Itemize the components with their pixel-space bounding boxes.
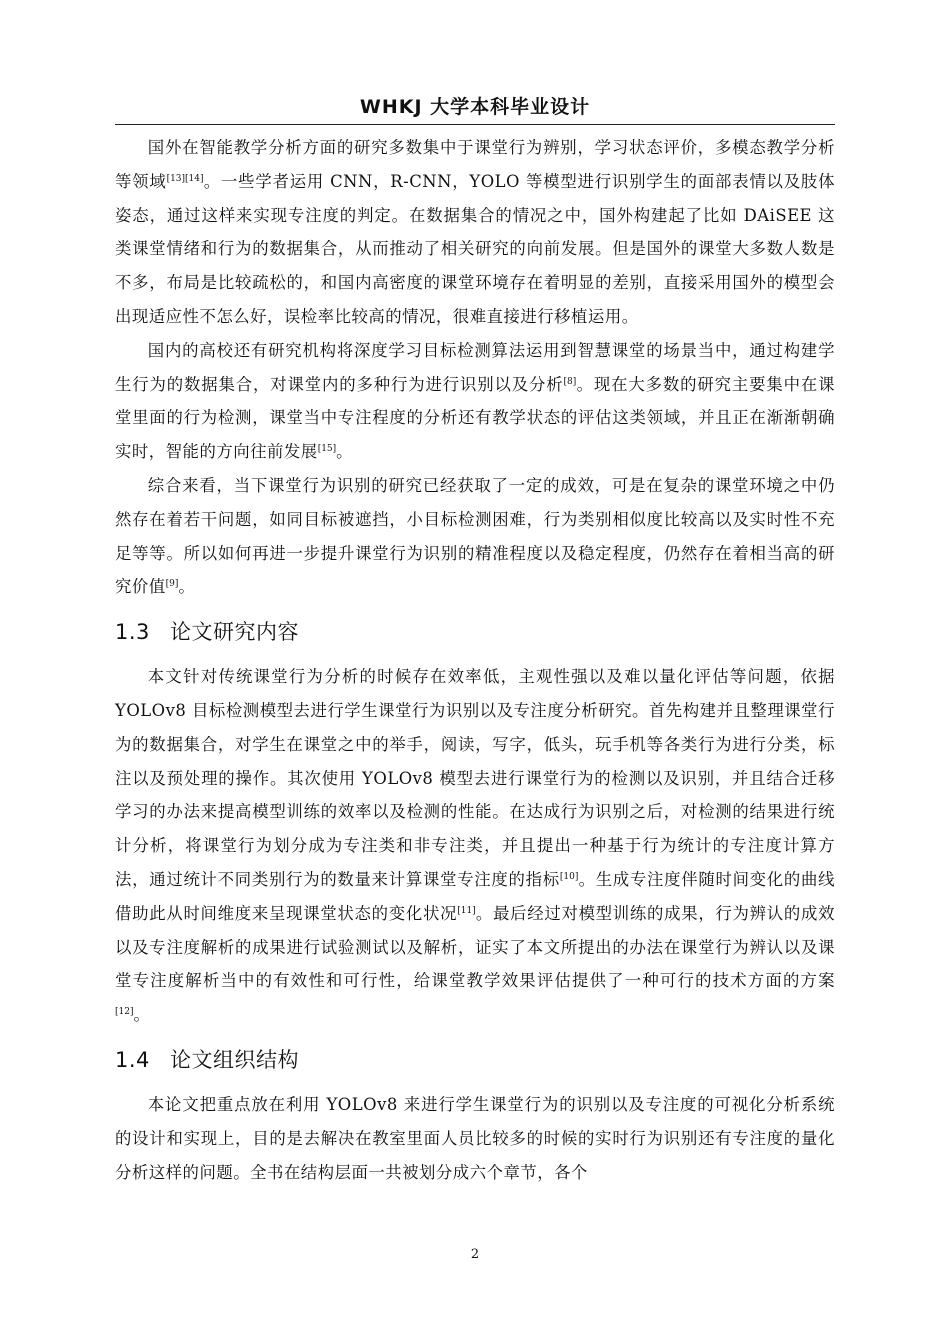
citation-ref: [8] (563, 376, 577, 387)
paragraph-text: 本文针对传统课堂行为分析的时候存在效率低，主观性强以及难以量化评估等问题，依据 YOLOv8 目标检测模型去进行学生课堂行为识别以及专注度分析研究。首先构建并且整理课堂行为的数据集合，对学生在课堂之中的举手，阅读，写字，低头，玩手机等各类行为进行分类，标注以及预处理的操作。其次使用 YOLOv8 模型去进行课堂行为的检测以及识别，并且结合迁移学习的办法来提高模型训练的效率以及检测的性能。在达成行为识别之后，对检测的结果进行统计分析，将课堂行为划分成为专注类和非专注类，并且提出一种基于行为统计的专注度计算方法，通过统计不同类别行为的数量来计算课堂专注度的指标 (115, 667, 835, 889)
paragraph-summary (115, 469, 835, 604)
citation-ref: [12] (115, 1007, 134, 1018)
section-number: 1.3 (115, 620, 150, 645)
paragraph-organization (115, 1088, 835, 1189)
paragraph-text: 。最后经过对模型训练的成果，行为辨认的成效以及专注度解析的成果进行试验测试以及解析，证实了本文所提出的办法在课堂行为辨认以及课堂专注度解析当中的有效性和可行性，给课堂教学效果评估提供了一种可行的技术方面的方案 (115, 903, 835, 991)
paragraph-text: 本论文把重点放在利用 YOLOv8 来进行学生课堂行为的识别以及专注度的可视化分析系统的设计和实现上，目的是去解决在教室里面人员比较多的时候的实时行为识别还有专注度的量化分析这样的问题。全书在结构层面一共被划分成六个章节，各个 (115, 1094, 835, 1182)
paragraph-text: 。 (133, 1005, 151, 1025)
paragraph-text: 。 (178, 577, 196, 597)
paragraph-text: 。 (336, 442, 354, 462)
page-number: 2 (470, 1247, 480, 1262)
paragraph-text: 综合来看，当下课堂行为识别的研究已经获取了一定的成效，可是在复杂的课堂环境之中仍然存在着若干问题，如同目标被遮挡，小目标检测困难，行为类别相似度比较高以及实时性不充足等等。所以如何再进一步提升课堂行为识别的精准程度以及稳定程度，仍然存在着相当高的研究价值 (115, 475, 835, 597)
citation-ref: [10] (559, 871, 579, 882)
paragraph-foreign-research (115, 131, 835, 334)
paragraph-text: 国内的高校还有研究机构将深度学习目标检测算法运用到智慧课堂的场景当中，通过构建学生行为的数据集合，对课堂内的多种行为进行识别以及分析 (115, 340, 835, 394)
section-number: 1.4 (115, 1047, 150, 1072)
paragraph-text: 国外在智能教学分析方面的研究多数集中于课堂行为辨别，学习状态评价，多模态教学分析等领域 (115, 138, 835, 191)
page-header-title: WHKJ 大学本科毕业设计 (359, 96, 591, 118)
citation-ref: [9] (165, 579, 179, 590)
paragraph-research-content (115, 660, 835, 1032)
paragraph-domestic-research (115, 334, 835, 469)
section-heading-research-content (115, 604, 835, 660)
section-title: 论文研究内容 (170, 620, 299, 645)
citation-ref: [15] (317, 444, 337, 455)
citation-ref: [13][14] (166, 173, 204, 184)
section-heading-organization (115, 1032, 835, 1088)
section-title: 论文组织结构 (170, 1047, 299, 1072)
paragraph-text: 。生成专注度伴随时间变化的曲线借助此从时间维度来呈现课堂状态的变化状况 (115, 869, 836, 923)
paragraph-text: 。现在大多数的研究主要集中在课堂里面的行为检测，课堂当中专注程度的分析还有教学状态的评估这类领域，并且正在渐渐朝确实时，智能的方向往前发展 (115, 374, 835, 462)
document-body (115, 131, 835, 1189)
paragraph-text: 。一些学者运用 CNN，R-CNN，YOLO 等模型进行识别学生的面部表情以及肢体姿态，通过这样来实现专注度的判定。在数据集合的情况之中，国外构建起了比如 DAiSEE 这类课堂情绪和行为的数据集合，从而推动了相关研究的向前发展。但是国外的课堂大多数人数是不多，布局是比较疏松的，和国内高密度的课堂环境存在着明显的差别，直接采用国外的模型会出现适应性不怎么好，误检率比较高的情况，很难直接进行移植运用。 (115, 171, 836, 326)
header-divider (115, 124, 835, 125)
citation-ref: [11] (457, 905, 476, 916)
